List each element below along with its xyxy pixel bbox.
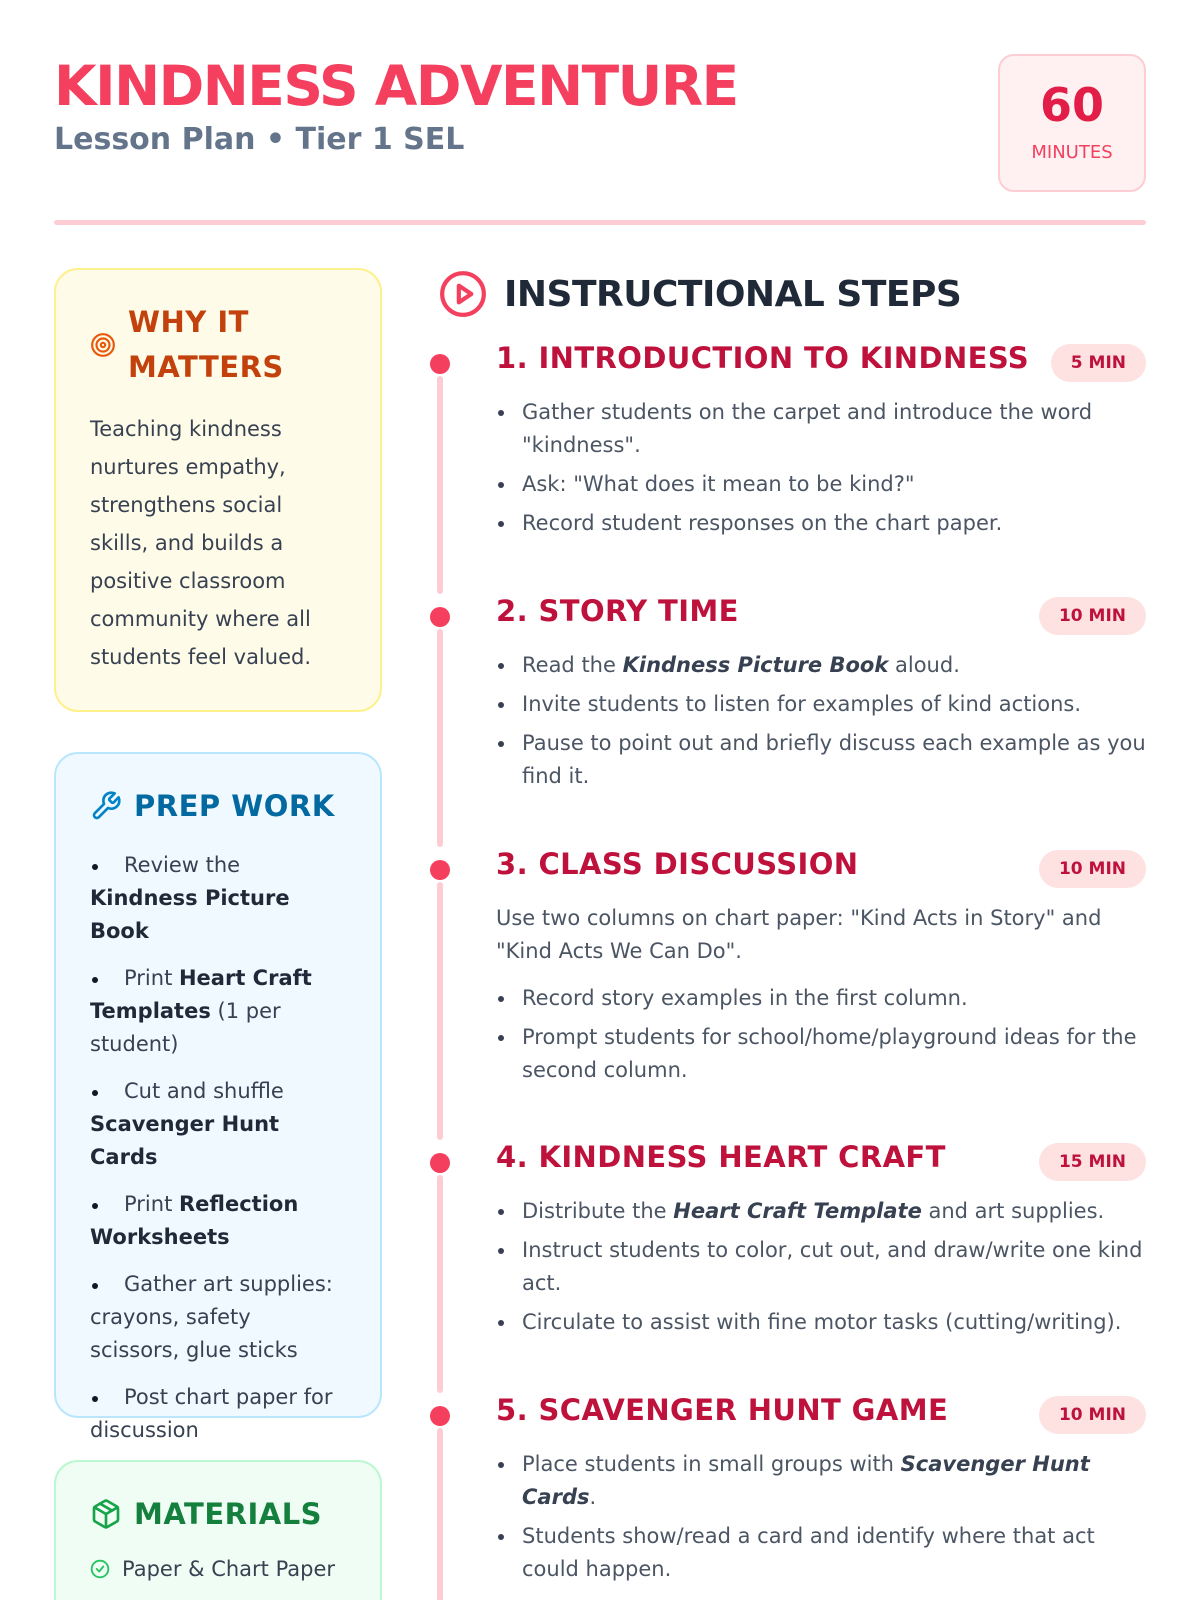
- page-title: KINDNESS ADVENTURE: [54, 54, 738, 118]
- step-duration-badge: 10 MIN: [1039, 1396, 1146, 1434]
- step-body: [496, 1448, 1146, 1592]
- steps-heading-text: INSTRUCTIONAL STEPS: [504, 273, 962, 315]
- timeline-line: [437, 376, 443, 594]
- step-bullet: Ask: "What does it mean to be kind?": [496, 468, 1146, 501]
- materials-card: [54, 1460, 382, 1600]
- why-body-text: Teaching kindness nurtures empathy, strengthens social skills, and builds a positive classroom community where all students feel valued.: [90, 416, 312, 669]
- lesson-header: [54, 50, 1146, 230]
- why-heading-line2: MATTERS: [128, 349, 284, 384]
- timeline-dot: [430, 354, 450, 374]
- timeline-line: [437, 1175, 443, 1393]
- step-bullet: Students show/read a card and identify where that act could happen.: [496, 1520, 1146, 1586]
- materials-item-label: Paper & Chart Paper: [122, 1556, 336, 1581]
- step-intro: Use two columns on chart paper: "Kind Acts in Story" and "Kind Acts We Can Do".: [496, 906, 1102, 963]
- materials-heading: [90, 1492, 346, 1537]
- page-subtitle: Lesson Plan • Tier 1 SEL: [54, 122, 465, 157]
- step-title: 2. STORY TIME: [496, 594, 739, 628]
- timeline-dot: [430, 860, 450, 880]
- step-bullet: Invite students to listen for examples of kind actions.: [496, 688, 1146, 721]
- step-title: 5. SCAVENGER HUNT GAME: [496, 1393, 949, 1427]
- step-bullet: Read the Kindness Picture Book aloud.: [496, 649, 1146, 682]
- prep-item: Review the Kindness Picture Book: [90, 849, 346, 948]
- wrench-icon: [90, 790, 122, 822]
- play-circle-icon: [438, 269, 488, 319]
- prep-heading: [90, 784, 346, 829]
- step-body: [496, 1195, 1146, 1345]
- why-heading-line1: WHY IT: [128, 305, 249, 339]
- step-bullet: Circulate to assist with fine motor tasks (cutting/writing).: [496, 1306, 1146, 1339]
- duration-badge: [998, 54, 1146, 192]
- step-body: [496, 649, 1146, 799]
- step-title: 3. CLASS DISCUSSION: [496, 847, 859, 881]
- step-body: [496, 396, 1146, 546]
- step-duration-badge: 5 MIN: [1051, 344, 1146, 382]
- step-duration-badge: 10 MIN: [1039, 597, 1146, 635]
- prep-item: Post chart paper for discussion: [90, 1381, 346, 1447]
- timeline-line: [437, 629, 443, 847]
- step-bullet: Distribute the Heart Craft Template and art supplies.: [496, 1195, 1146, 1228]
- duration-value: 60: [1039, 78, 1104, 132]
- prep-list: [90, 849, 346, 1447]
- step-body: [496, 902, 1146, 1093]
- timeline-dot: [430, 607, 450, 627]
- prep-item: Gather art supplies: crayons, safety scissors, glue sticks: [90, 1268, 346, 1367]
- timeline-line: [437, 1428, 443, 1600]
- prep-item: Print Heart Craft Templates (1 per student): [90, 962, 346, 1061]
- step-bullet: Instruct students to color, cut out, and draw/write one kind act.: [496, 1234, 1146, 1300]
- why-heading: [90, 300, 346, 390]
- timeline-line: [437, 882, 443, 1140]
- prep-item: Cut and shuffle Scavenger Hunt Cards: [90, 1075, 346, 1174]
- steps-heading: [438, 268, 961, 320]
- step-title: 4. KINDNESS HEART CRAFT: [496, 1140, 946, 1174]
- step-bullet: Pause to point out and briefly discuss each example as you find it.: [496, 727, 1146, 793]
- header-divider: [54, 220, 1146, 225]
- step-bullet: Record student responses on the chart paper.: [496, 507, 1146, 540]
- prep-item: Print Reflection Worksheets: [90, 1188, 346, 1254]
- duration-label: MINUTES: [1031, 142, 1113, 163]
- timeline-dot: [430, 1153, 450, 1173]
- materials-heading-text: MATERIALS: [134, 1497, 323, 1531]
- prep-work-card: [54, 752, 382, 1442]
- why-it-matters-card: [54, 268, 382, 712]
- step-bullet: Gather students on the carpet and introduce the word "kindness".: [496, 396, 1146, 462]
- materials-item: [90, 1557, 346, 1581]
- step-duration-badge: 10 MIN: [1039, 850, 1146, 888]
- step-bullet: Record story examples in the first column.: [496, 982, 1146, 1015]
- step-title: 1. INTRODUCTION TO KINDNESS: [496, 341, 1030, 375]
- step-bullet: Place students in small groups with Scavenger Hunt Cards.: [496, 1448, 1146, 1514]
- check-circle-icon: [90, 1559, 110, 1579]
- target-icon: [90, 332, 116, 358]
- prep-heading-text: PREP WORK: [134, 789, 335, 823]
- step-duration-badge: 15 MIN: [1039, 1143, 1146, 1181]
- timeline-dot: [430, 1406, 450, 1426]
- step-bullet: Prompt students for school/home/playground ideas for the second column.: [496, 1021, 1146, 1087]
- package-icon: [90, 1498, 122, 1530]
